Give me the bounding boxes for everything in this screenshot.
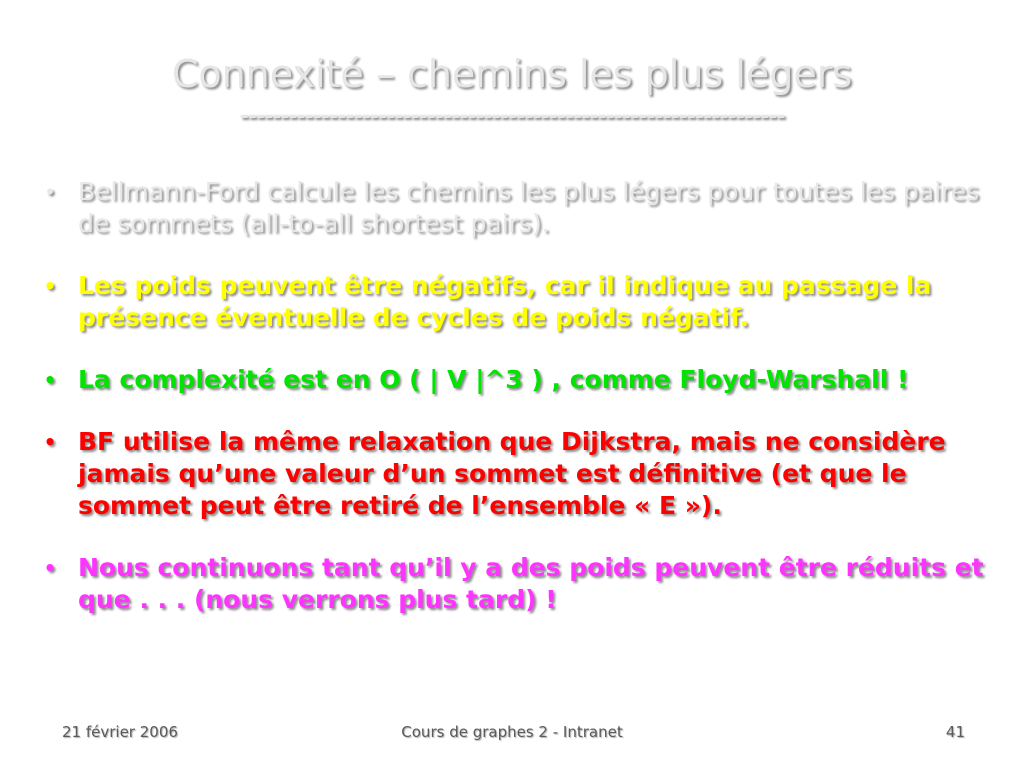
bullet-bellman-ford bbox=[40, 176, 990, 240]
bullet-marker: • bbox=[43, 556, 57, 580]
bullet-text: Bellmann-Ford calcule les chemins les plus légers pour toutes les paires de sommets (all-to-all shortest pairs). bbox=[78, 177, 980, 238]
bullet-continue bbox=[40, 552, 990, 616]
bullet-complexity bbox=[40, 364, 990, 396]
footer-date: 21 février 2006 bbox=[62, 723, 178, 741]
bullet-text: BF utilise la même relaxation que Dijkstra, mais ne considère jamais qu’une valeur d’un sommet est définitive (et que le sommet peut être retiré de l’ensemble « E »). bbox=[78, 427, 946, 520]
slide-title: Connexité – chemins les plus légers bbox=[171, 52, 853, 96]
bullet-text: La complexité est en O ( | V |^3 ) , comme Floyd-Warshall ! bbox=[78, 365, 909, 394]
bullet-marker: • bbox=[43, 430, 57, 454]
bullet-relaxation bbox=[40, 426, 990, 522]
bullet-list bbox=[40, 176, 990, 646]
bullet-text: Les poids peuvent être négatifs, car il indique au passage la présence éventuelle de cycles de poids négatif. bbox=[78, 271, 932, 332]
footer-page-number: 41 bbox=[945, 723, 965, 741]
bullet-text: Nous continuons tant qu’il y a des poids peuvent être réduits et que . . . (nous verrons plus tard) ! bbox=[78, 553, 984, 614]
bullet-marker: • bbox=[43, 274, 57, 298]
title-rule: ------------------------------------------------------------------- bbox=[239, 104, 785, 129]
bullet-marker: • bbox=[43, 368, 57, 392]
footer-course: Cours de graphes 2 - Intranet bbox=[401, 723, 623, 741]
bullet-marker: • bbox=[44, 180, 56, 204]
bullet-negative-weights bbox=[40, 270, 990, 334]
